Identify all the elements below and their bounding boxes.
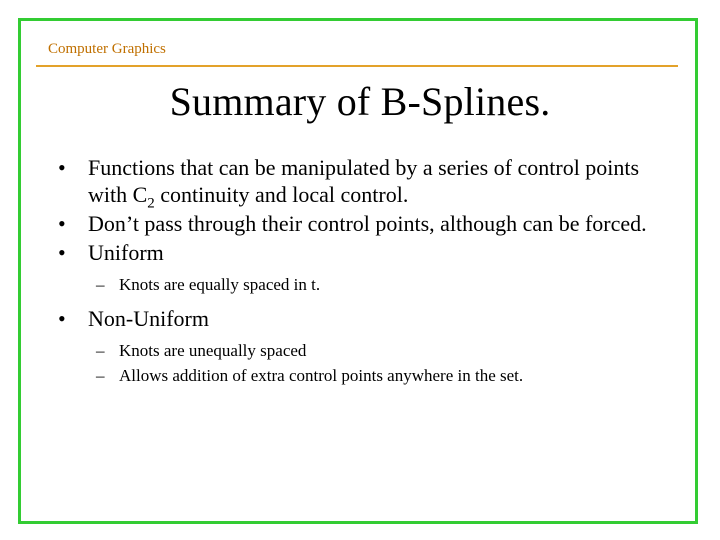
sub-bullet-dash: – <box>96 341 105 360</box>
header-rule <box>36 65 678 67</box>
bullet-item <box>58 305 658 332</box>
slide-header: Computer Graphics <box>48 41 166 57</box>
sub-bullet-text: Knots are unequally spaced <box>119 341 307 360</box>
bullet-item <box>58 154 658 212</box>
bullet-text: Functions that can be manipulated by a series of control points with C <box>88 155 640 207</box>
bullet-dot: • <box>58 306 66 331</box>
subscript: 2 <box>147 195 155 212</box>
bullet-text: continuity and local control. <box>154 182 409 207</box>
sub-list-uniform <box>58 272 658 297</box>
slide-title: Summary of B-Splines. <box>169 79 551 124</box>
bullet-dot: • <box>58 211 66 236</box>
sub-bullet-text: Allows addition of extra control points anywhere in the set. <box>119 366 524 385</box>
bullet-text: Uniform <box>88 240 164 265</box>
bullet-item <box>58 239 658 266</box>
bullet-dot: • <box>58 240 66 265</box>
sub-list-non-uniform <box>58 338 658 388</box>
sub-bullet-text: Knots are equally spaced in t. <box>119 275 321 294</box>
bullet-text: Don’t pass through their control points, although can be forced. <box>88 211 647 236</box>
sub-bullet-item <box>58 363 658 388</box>
sub-bullet-dash: – <box>96 275 105 294</box>
sub-bullet-dash: – <box>96 366 105 385</box>
bullet-text: Non-Uniform <box>88 306 209 331</box>
slide-content <box>58 154 658 396</box>
bullet-item <box>58 210 658 237</box>
sub-bullet-item <box>58 272 658 297</box>
bullet-dot: • <box>58 155 66 180</box>
sub-bullet-item <box>58 338 658 363</box>
